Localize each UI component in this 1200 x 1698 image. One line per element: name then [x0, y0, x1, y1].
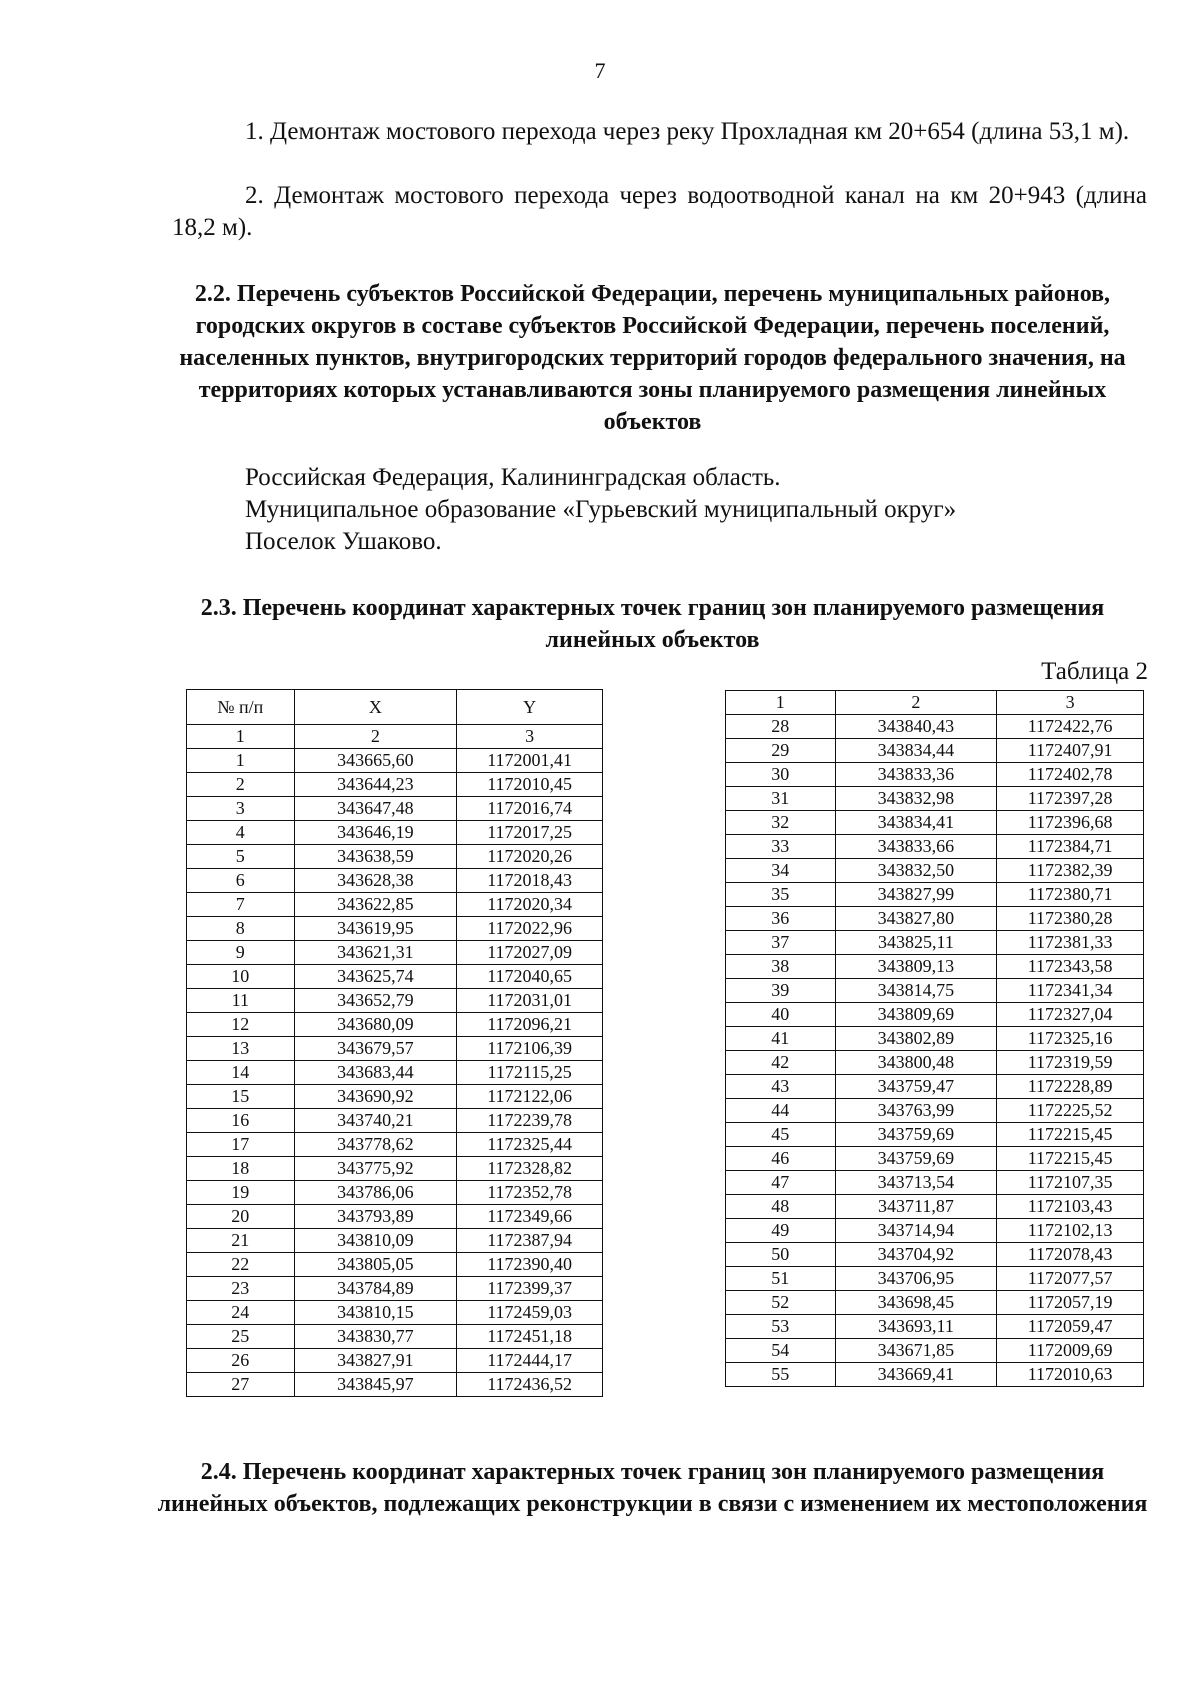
admin-line-municipality: Муниципальное образование «Гурьевский муниципальный округ» — [245, 496, 957, 523]
coordinate-x: 343698,45 — [835, 1291, 997, 1315]
coordinate-y: 1172349,66 — [457, 1205, 603, 1229]
coordinate-y: 1172027,09 — [457, 941, 603, 965]
coordinate-x: 343647,48 — [294, 797, 457, 821]
table-row — [187, 1109, 603, 1133]
coordinate-y: 1172407,91 — [997, 739, 1144, 763]
point-number: 4 — [187, 821, 295, 845]
table-row — [726, 1171, 1144, 1195]
coordinate-y: 1172020,26 — [457, 845, 603, 869]
header-x: X — [294, 690, 457, 725]
coordinate-x: 343832,50 — [835, 859, 997, 883]
coordinate-x: 343759,69 — [835, 1123, 997, 1147]
coordinate-x: 343669,41 — [835, 1363, 997, 1387]
table-row — [726, 835, 1144, 859]
table-row — [187, 1349, 603, 1373]
table-row — [726, 715, 1144, 739]
coordinate-y: 1172115,25 — [457, 1061, 603, 1085]
paragraph-demolition-2-text: 2. Демонтаж мостового перехода через водоотводной канал на км 20+943 (длина 18,2 м). — [172, 182, 1147, 241]
admin-line-region: Российская Федерация, Калининградская область. — [245, 464, 781, 491]
table-row — [726, 763, 1144, 787]
coordinate-y: 1172397,28 — [997, 787, 1144, 811]
table-row — [726, 1027, 1144, 1051]
table-row — [187, 1277, 603, 1301]
point-number: 17 — [187, 1133, 295, 1157]
coordinate-x: 343706,95 — [835, 1267, 997, 1291]
coordinate-y: 1172402,78 — [997, 763, 1144, 787]
paragraph-demolition-1 — [172, 116, 1147, 148]
table-row — [726, 1123, 1144, 1147]
table-row — [187, 773, 603, 797]
coordinate-y: 1172459,03 — [457, 1301, 603, 1325]
coordinate-x: 343778,62 — [294, 1133, 457, 1157]
numbering-cell: 3 — [457, 725, 603, 749]
coordinate-x: 343759,47 — [835, 1075, 997, 1099]
coordinate-x: 343810,15 — [294, 1301, 457, 1325]
coordinate-x: 343830,77 — [294, 1325, 457, 1349]
coordinate-x: 343825,11 — [835, 931, 997, 955]
point-number: 25 — [187, 1325, 295, 1349]
point-number: 35 — [726, 883, 836, 907]
coordinate-x: 343763,99 — [835, 1099, 997, 1123]
numbering-cell: 3 — [997, 691, 1144, 715]
point-number: 48 — [726, 1195, 836, 1219]
table-row — [187, 1061, 603, 1085]
coordinate-y: 1172078,43 — [997, 1243, 1144, 1267]
coordinate-x: 343805,05 — [294, 1253, 457, 1277]
coordinate-y: 1172387,94 — [457, 1229, 603, 1253]
coordinate-x: 343775,92 — [294, 1157, 457, 1181]
point-number: 12 — [187, 1013, 295, 1037]
coordinate-x: 343628,38 — [294, 869, 457, 893]
point-number: 3 — [187, 797, 295, 821]
paragraph-demolition-1-text: 1. Демонтаж мостового перехода через реку Прохладная км 20+654 (длина 53,1 м). — [245, 118, 1130, 145]
table-row — [187, 1373, 603, 1397]
coordinate-y: 1172380,71 — [997, 883, 1144, 907]
coordinate-x: 343809,13 — [835, 955, 997, 979]
point-number: 18 — [187, 1157, 295, 1181]
point-number: 10 — [187, 965, 295, 989]
point-number: 27 — [187, 1373, 295, 1397]
coordinate-y: 1172343,58 — [997, 955, 1144, 979]
point-number: 55 — [726, 1363, 836, 1387]
coordinate-x: 343619,95 — [294, 917, 457, 941]
point-number: 51 — [726, 1267, 836, 1291]
coordinate-y: 1172103,43 — [997, 1195, 1144, 1219]
coordinate-x: 343827,99 — [835, 883, 997, 907]
coordinate-x: 343740,21 — [294, 1109, 457, 1133]
coordinate-x: 343713,54 — [835, 1171, 997, 1195]
coordinate-y: 1172107,35 — [997, 1171, 1144, 1195]
coordinate-y: 1172380,28 — [997, 907, 1144, 931]
coordinate-y: 1172001,41 — [457, 749, 603, 773]
table-row — [187, 1037, 603, 1061]
table-row — [187, 917, 603, 941]
coordinate-y: 1172384,71 — [997, 835, 1144, 859]
admin-line-settlement: Поселок Ушаково. — [245, 528, 442, 555]
coordinate-x: 343833,66 — [835, 835, 997, 859]
coordinate-x: 343646,19 — [294, 821, 457, 845]
table-row — [187, 1133, 603, 1157]
point-number: 15 — [187, 1085, 295, 1109]
coordinate-x: 343786,06 — [294, 1181, 457, 1205]
section-2-4-title: 2.4. Перечень координат характерных точек границ зон планируемого размещения линейных объектов, подлежащих реконструкции в связи с изменением их местоположения — [157, 1459, 1148, 1517]
coordinate-x: 343714,94 — [835, 1219, 997, 1243]
table-row — [187, 989, 603, 1013]
coordinate-x: 343800,48 — [835, 1051, 997, 1075]
table-row — [726, 859, 1144, 883]
point-number: 41 — [726, 1027, 836, 1051]
coordinate-y: 1172228,89 — [997, 1075, 1144, 1099]
coordinate-x: 343711,87 — [835, 1195, 997, 1219]
coordinate-y: 1172010,63 — [997, 1363, 1144, 1387]
coordinate-x: 343644,23 — [294, 773, 457, 797]
table-row — [726, 1219, 1144, 1243]
header-number: № п/п — [187, 690, 295, 725]
coordinate-x: 343625,74 — [294, 965, 457, 989]
coordinate-y: 1172352,78 — [457, 1181, 603, 1205]
coordinate-x: 343680,09 — [294, 1013, 457, 1037]
coordinate-y: 1172016,74 — [457, 797, 603, 821]
coordinate-x: 343652,79 — [294, 989, 457, 1013]
table-row — [187, 749, 603, 773]
point-number: 7 — [187, 893, 295, 917]
point-number: 16 — [187, 1109, 295, 1133]
coordinate-x: 343809,69 — [835, 1003, 997, 1027]
coordinate-x: 343704,92 — [835, 1243, 997, 1267]
table-row — [187, 1301, 603, 1325]
admin-territories — [245, 462, 956, 558]
numbering-cell: 1 — [187, 725, 295, 749]
table-row — [187, 965, 603, 989]
coordinate-y: 1172396,68 — [997, 811, 1144, 835]
coordinate-y: 1172225,52 — [997, 1099, 1144, 1123]
table-row — [726, 739, 1144, 763]
coordinate-y: 1172057,19 — [997, 1291, 1144, 1315]
point-number: 5 — [187, 845, 295, 869]
coordinate-y: 1172017,25 — [457, 821, 603, 845]
table-row — [726, 811, 1144, 835]
table-row — [726, 1075, 1144, 1099]
coordinate-x: 343784,89 — [294, 1277, 457, 1301]
point-number: 13 — [187, 1037, 295, 1061]
table-row — [187, 869, 603, 893]
coordinate-y: 1172009,69 — [997, 1339, 1144, 1363]
coordinate-y: 1172096,21 — [457, 1013, 603, 1037]
table-caption: Таблица 2 — [1041, 658, 1148, 685]
coordinate-y: 1172382,39 — [997, 859, 1144, 883]
coordinate-y: 1172399,37 — [457, 1277, 603, 1301]
table-row — [187, 1085, 603, 1109]
table-header-row — [187, 690, 603, 725]
point-number: 44 — [726, 1099, 836, 1123]
coordinate-x: 343693,11 — [835, 1315, 997, 1339]
coordinate-x: 343802,89 — [835, 1027, 997, 1051]
point-number: 40 — [726, 1003, 836, 1027]
coordinate-y: 1172215,45 — [997, 1147, 1144, 1171]
coordinate-y: 1172010,45 — [457, 773, 603, 797]
point-number: 9 — [187, 941, 295, 965]
numbering-cell: 2 — [835, 691, 997, 715]
coordinate-x: 343690,92 — [294, 1085, 457, 1109]
coordinate-y: 1172020,34 — [457, 893, 603, 917]
point-number: 30 — [726, 763, 836, 787]
coordinate-y: 1172031,01 — [457, 989, 603, 1013]
coordinate-y: 1172422,76 — [997, 715, 1144, 739]
point-number: 14 — [187, 1061, 295, 1085]
coordinate-y: 1172059,47 — [997, 1315, 1144, 1339]
point-number: 19 — [187, 1181, 295, 1205]
table-row — [726, 1339, 1144, 1363]
coordinate-y: 1172341,34 — [997, 979, 1144, 1003]
point-number: 29 — [726, 739, 836, 763]
point-number: 6 — [187, 869, 295, 893]
coordinate-x: 343840,43 — [835, 715, 997, 739]
point-number: 54 — [726, 1339, 836, 1363]
table-row — [187, 1181, 603, 1205]
coordinate-x: 343827,80 — [835, 907, 997, 931]
point-number: 32 — [726, 811, 836, 835]
coordinate-y: 1172018,43 — [457, 869, 603, 893]
coordinate-y: 1172390,40 — [457, 1253, 603, 1277]
point-number: 45 — [726, 1123, 836, 1147]
table-row — [187, 845, 603, 869]
point-number: 47 — [726, 1171, 836, 1195]
coordinate-y: 1172325,44 — [457, 1133, 603, 1157]
table-row — [187, 893, 603, 917]
point-number: 23 — [187, 1277, 295, 1301]
table-row — [726, 1147, 1144, 1171]
coordinate-y: 1172436,52 — [457, 1373, 603, 1397]
point-number: 39 — [726, 979, 836, 1003]
table-row — [726, 1003, 1144, 1027]
table-row — [187, 1253, 603, 1277]
table-row — [187, 1157, 603, 1181]
point-number: 50 — [726, 1243, 836, 1267]
point-number: 2 — [187, 773, 295, 797]
point-number: 28 — [726, 715, 836, 739]
coordinate-x: 343827,91 — [294, 1349, 457, 1373]
point-number: 20 — [187, 1205, 295, 1229]
table-row — [726, 1291, 1144, 1315]
table-row — [726, 979, 1144, 1003]
table-row — [187, 1013, 603, 1037]
table-row — [726, 883, 1144, 907]
table-row — [187, 797, 603, 821]
point-number: 38 — [726, 955, 836, 979]
coordinate-x: 343671,85 — [835, 1339, 997, 1363]
table-row — [187, 1205, 603, 1229]
coordinate-x: 343845,97 — [294, 1373, 457, 1397]
point-number: 22 — [187, 1253, 295, 1277]
coordinate-y: 1172215,45 — [997, 1123, 1144, 1147]
section-2-2-title: 2.2. Перечень субъектов Российской Федерации, перечень муниципальных районов, городских округов в составе субъектов Российской Федерации, перечень поселений, населенных пунктов, внутригородских территорий городов федерального значения, на территориях которых устанавливаются зоны планируемого размещения линейных объектов — [179, 281, 1126, 435]
coordinate-x: 343683,44 — [294, 1061, 457, 1085]
numbering-cell: 2 — [294, 725, 457, 749]
table-row — [726, 787, 1144, 811]
coordinate-x: 343832,98 — [835, 787, 997, 811]
point-number: 42 — [726, 1051, 836, 1075]
coordinate-y: 1172319,59 — [997, 1051, 1144, 1075]
table-row — [187, 941, 603, 965]
numbering-cell: 1 — [726, 691, 836, 715]
coordinates-table-left-body — [187, 749, 603, 1397]
coordinate-y: 1172444,17 — [457, 1349, 603, 1373]
section-2-3-title: 2.3. Перечень координат характерных точек границ зон планируемого размещения линейных объектов — [200, 595, 1105, 653]
point-number: 21 — [187, 1229, 295, 1253]
coordinate-y: 1172106,39 — [457, 1037, 603, 1061]
point-number: 46 — [726, 1147, 836, 1171]
coordinate-y: 1172381,33 — [997, 931, 1144, 955]
point-number: 24 — [187, 1301, 295, 1325]
coordinate-x: 343759,69 — [835, 1147, 997, 1171]
coordinate-y: 1172327,04 — [997, 1003, 1144, 1027]
coordinate-y: 1172102,13 — [997, 1219, 1144, 1243]
point-number: 1 — [187, 749, 295, 773]
point-number: 37 — [726, 931, 836, 955]
header-y: Y — [457, 690, 603, 725]
coordinate-y: 1172239,78 — [457, 1109, 603, 1133]
coordinate-y: 1172122,06 — [457, 1085, 603, 1109]
point-number: 52 — [726, 1291, 836, 1315]
coordinate-x: 343622,85 — [294, 893, 457, 917]
table-row — [187, 1229, 603, 1253]
paragraph-demolition-2 — [172, 180, 1147, 244]
point-number: 36 — [726, 907, 836, 931]
coordinate-x: 343814,75 — [835, 979, 997, 1003]
coordinate-y: 1172022,96 — [457, 917, 603, 941]
table-numbering-row — [187, 725, 603, 749]
coordinate-y: 1172328,82 — [457, 1157, 603, 1181]
table-numbering-row — [726, 691, 1144, 715]
table-row — [726, 1195, 1144, 1219]
table-row — [726, 1243, 1144, 1267]
point-number: 53 — [726, 1315, 836, 1339]
point-number: 34 — [726, 859, 836, 883]
point-number: 8 — [187, 917, 295, 941]
point-number: 49 — [726, 1219, 836, 1243]
table-row — [187, 821, 603, 845]
coordinate-y: 1172040,65 — [457, 965, 603, 989]
table-row — [726, 1315, 1144, 1339]
point-number: 43 — [726, 1075, 836, 1099]
table-row — [726, 955, 1144, 979]
coordinates-table-right-body — [726, 715, 1144, 1387]
point-number: 11 — [187, 989, 295, 1013]
coordinate-y: 1172325,16 — [997, 1027, 1144, 1051]
table-row — [726, 1267, 1144, 1291]
table-row — [726, 1099, 1144, 1123]
coordinate-x: 343834,44 — [835, 739, 997, 763]
coordinate-y: 1172451,18 — [457, 1325, 603, 1349]
table-row — [726, 1051, 1144, 1075]
coordinate-x: 343793,89 — [294, 1205, 457, 1229]
coordinate-x: 343679,57 — [294, 1037, 457, 1061]
table-row — [187, 1325, 603, 1349]
point-number: 33 — [726, 835, 836, 859]
table-row — [726, 907, 1144, 931]
coordinate-x: 343834,41 — [835, 811, 997, 835]
page-number: 7 — [594, 58, 606, 83]
coordinates-table-right — [725, 690, 1144, 1387]
point-number: 26 — [187, 1349, 295, 1373]
point-number: 31 — [726, 787, 836, 811]
coordinates-table-left — [186, 689, 603, 1397]
coordinate-x: 343638,59 — [294, 845, 457, 869]
table-row — [726, 1363, 1144, 1387]
coordinate-x: 343833,36 — [835, 763, 997, 787]
coordinate-y: 1172077,57 — [997, 1267, 1144, 1291]
coordinate-x: 343810,09 — [294, 1229, 457, 1253]
coordinate-x: 343621,31 — [294, 941, 457, 965]
coordinate-x: 343665,60 — [294, 749, 457, 773]
table-row — [726, 931, 1144, 955]
